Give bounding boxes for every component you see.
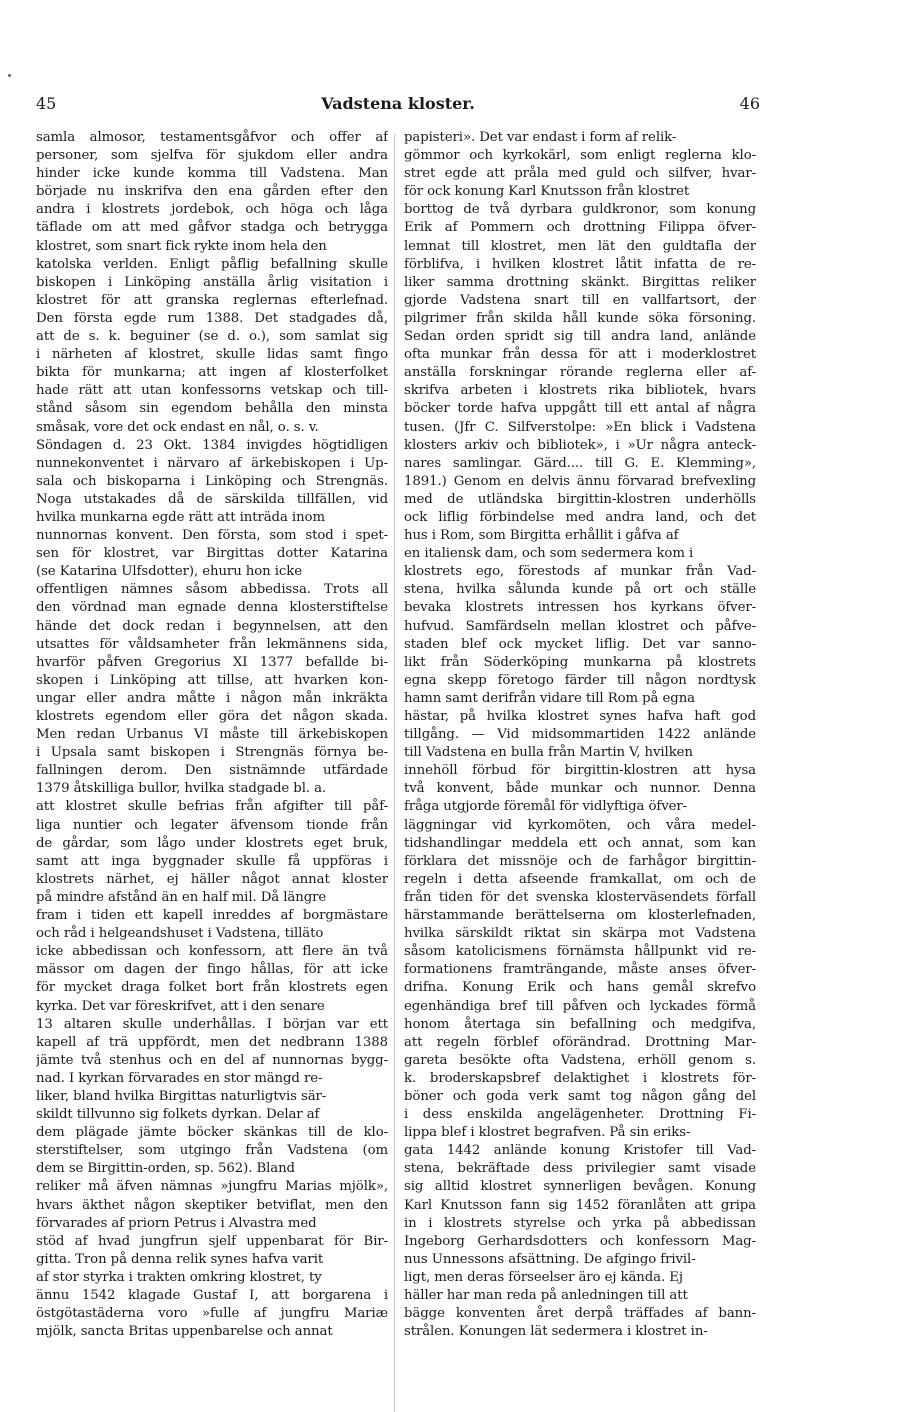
text-line: tillgång. — Vid midsommartiden 1422 anlände: [404, 727, 756, 743]
text-line: personer, som sjelfva för sjukdom eller andra: [36, 148, 388, 164]
text-line: fram i tiden ett kapell inreddes af borgmästare: [36, 908, 388, 924]
text-line: hus i Rom, som Birgitta erhållit i gåfva af: [404, 528, 679, 544]
text-line: offentligen nämnes såsom abbedissa. Trots all: [36, 582, 388, 598]
column-divider: [394, 134, 395, 1412]
text-line: i dess enskilda angelägenheter. Drottning Fi-: [404, 1107, 756, 1123]
text-line: hvilka särskildt riktat sin skärpa mot Vadstena: [404, 926, 756, 942]
text-line: jämte två stenhus och en del af nunnornas bygg-: [36, 1052, 388, 1068]
text-line: en italiensk dam, och som sedermera kom i: [404, 546, 694, 562]
text-line: samla almosor, testamentsgåfvor och offer af: [36, 130, 388, 145]
text-line: honom återtaga sin befallning och medgifva,: [404, 1016, 756, 1032]
text-line: förblifva, i hvilken klostret låtit infatta de re-: [404, 256, 756, 272]
text-line: hinder icke kunde komma till Vadstena. Man: [36, 166, 388, 182]
text-line: småsak, vore det ock endast en nål, o. s. v.: [36, 419, 319, 435]
text-line: icke abbedissan och konfessorn, att flere än två: [36, 944, 388, 960]
text-line: till Vadstena en bulla från Martin V, hvilken: [404, 745, 693, 761]
text-line: Den första egde rum 1388. Det stadgades då,: [36, 310, 388, 326]
text-line: sterstiftelser, som utgingo från Vadstena (om: [36, 1143, 388, 1159]
text-line: kapell af trä uppfördt, men det nedbrann 1388: [36, 1034, 388, 1050]
text-line: nus Unnessons afsättning. De afgingo frivil-: [404, 1251, 696, 1267]
text-line: klostrets närhet, ej häller något annat kloster: [36, 871, 388, 887]
text-line: läggningar vid kyrkomöten, och våra medel-: [404, 817, 756, 833]
text-line: klostret, som snart fick rykte inom hela den: [36, 238, 327, 254]
text-line: och råd i helgeandshuset i Vadstena, tilläto: [36, 926, 324, 942]
text-line: klostret för att granska reglernas efterlefnad.: [36, 292, 388, 308]
text-line: stena, bekräftade dess privilegier samt visade: [404, 1161, 756, 1177]
text-line: biskopen i Linköping anställa årlig visitation i: [36, 274, 388, 290]
text-line: sen för klostret, var Birgittas dotter Katarina: [36, 546, 388, 562]
text-line: anställa forskningar rörande reglerna eller af-: [404, 365, 756, 381]
text-line: hvarför påfven Gregorius XI 1377 befallde bi-: [36, 654, 388, 670]
text-line: i Upsala samt biskopen i Strengnäs förnya be-: [36, 745, 388, 761]
text-line: gata 1442 anlände konung Kristofer till Vad-: [404, 1143, 756, 1159]
text-line: borttog de två dyrbara guldkronor, som konung: [404, 202, 756, 218]
text-line: Karl Knutsson fann sig 1452 föranlåten att gripa: [404, 1197, 756, 1213]
text-line: förvarades af priorn Petrus i Alvastra med: [36, 1215, 317, 1231]
text-line: papisteri». Det var endast i form af relik-: [404, 130, 677, 145]
text-line: af stor styrka i trakten omkring klostret, ty: [36, 1269, 322, 1285]
text-line: drifna. Konung Erik och hans gemål skrefvo: [404, 980, 756, 996]
text-line: dem plägade jämte böcker skänkas till de klo-: [36, 1125, 388, 1141]
text-line: med de utländska birgittin-klostren underhölls: [404, 491, 756, 507]
text-line: i närheten af klostret, skulle lidas samt fingo: [36, 347, 388, 363]
text-line: fallningen derom. Den sistnämnde utfärdade: [36, 763, 388, 779]
text-line: nunnekonventet i närvaro af ärkebiskopen i Up-: [36, 455, 388, 471]
text-line: gareta besökte ofta Vadstena, erhöll genom s.: [404, 1052, 756, 1068]
text-line: stret egde att pråla med guld och silfver, hvar-: [404, 166, 756, 182]
text-line: nad. I kyrkan förvarades en stor mängd re-: [36, 1070, 323, 1086]
text-line: liker samma drottning skänkt. Birgittas reliker: [404, 274, 756, 290]
text-line: ligt, men deras förseelser äro ej kända. Ej: [404, 1269, 683, 1285]
text-line: staden blef ock mycket liflig. Det var sanno-: [404, 636, 756, 652]
text-line: tidshandlingar meddela ett och annat, som kan: [404, 835, 756, 851]
text-line: gitta. Tron på denna relik synes hafva varit: [36, 1251, 324, 1267]
text-line: klosters arkiv och bibliotek», i »Ur några anteck-: [404, 437, 756, 453]
text-line: lippa blef i klostret begrafven. På sin eriks-: [404, 1125, 691, 1141]
text-line: lemnat till klostret, men lät den guldtafla der: [404, 238, 756, 254]
text-line: gömmor och kyrkokärl, som enligt reglerna klo-: [404, 148, 756, 164]
text-line: (se Katarina Ulfsdotter), ehuru hon icke: [36, 564, 302, 580]
text-line: bevaka klostrets intressen hos kyrkans öfver-: [404, 600, 756, 616]
text-line: att klostret skulle befrias från afgifter till påf-: [36, 799, 388, 815]
text-line: reliker må äfven nämnas »jungfru Marias mjölk»,: [36, 1179, 388, 1195]
text-line: innehöll förbud för birgittin-klostren att hysa: [404, 763, 756, 779]
text-line: kyrka. Det var föreskrifvet, att i den senare: [36, 998, 325, 1014]
text-line: böner och goda verk samt tog någon gång del: [404, 1088, 756, 1104]
text-line: klostrets ego, förestods af munkar från Vad-: [404, 564, 756, 580]
text-line: mässor om dagen der fingo hållas, för att icke: [36, 962, 388, 978]
text-line: på mindre afstånd än en half mil. Då längre: [36, 889, 327, 905]
text-line: hade rätt att utan konfessorns vetskap och till-: [36, 383, 388, 399]
text-line: skildt tillvunno sig folkets dyrkan. Delar af: [36, 1107, 320, 1123]
text-line: sala och biskoparna i Linköping och Strengnäs.: [36, 473, 388, 489]
text-line: liker, bland hvilka Birgittas naturligtvis sär-: [36, 1088, 327, 1104]
text-line: de gårdar, som lågo under klostrets eget bruk,: [36, 835, 388, 851]
running-header: [36, 94, 760, 116]
text-line: bikta för munkarna; att ingen af klosterfolket: [36, 365, 388, 381]
text-line: för mycket draga folket bort från klostrets egen: [36, 980, 388, 996]
text-line: Sedan orden spridt sig till andra land, anlände: [404, 329, 756, 345]
text-line: andra i klostrets jordebok, och höga och låga: [36, 202, 388, 218]
text-line: från tiden för det svenska klosterväsendets förfall: [404, 889, 756, 905]
text-line: Men redan Urbanus VI måste till ärkebiskopen: [36, 727, 388, 743]
text-line: liga nuntier och legater äfvensom tionde från: [36, 817, 388, 833]
text-line: in i klostrets styrelse och yrka på abbedissan: [404, 1215, 756, 1231]
text-line: 1379 åtskilliga bullor, hvilka stadgade bl. a.: [36, 781, 327, 797]
text-line: stånd såsom sin egendom behålla den minsta: [36, 401, 388, 417]
right-page-number: 46: [739, 94, 760, 113]
text-line: klostrets egendom eller göra det någon skada.: [36, 709, 388, 724]
text-line: hamn samt derifrån vidare till Rom på egna: [404, 690, 695, 706]
text-line: pilgrimer från skilda håll kunde söka försoning.: [404, 310, 756, 326]
text-line: täflade om att med gåfvor stadga och betrygga: [36, 220, 388, 236]
text-line: likt från Söderköping munkarna på klostrets: [404, 654, 756, 670]
left-column: [36, 129, 388, 1341]
text-line: bägge konventen året derpå träffades af bann-: [404, 1306, 756, 1322]
text-line: skopen i Linköping att tillse, att hvarken kon-: [36, 672, 388, 688]
text-line: för ock konung Karl Knutsson från klostret: [404, 184, 690, 200]
scan-speck: [8, 74, 11, 77]
text-line: samt att inga byggnader skulle få uppföras i: [36, 853, 388, 869]
text-line: ofta munkar från dessa för att i moderklostret: [404, 347, 756, 363]
text-line: Ingeborg Gerhardsdotters och konfessorn Mag-: [404, 1233, 756, 1249]
text-line: häller har man reda på anledningen till att: [404, 1288, 688, 1303]
text-line: nunnornas konvent. Den första, som stod i spet-: [36, 528, 388, 544]
right-column: [404, 129, 756, 1341]
text-line: ock liflig förbindelse med andra land, och det: [404, 509, 756, 525]
text-line: stöd af hvad jungfrun sjelf uppenbarat för Bir-: [36, 1233, 388, 1249]
text-line: hvilka munkarna egde rätt att inträda inom: [36, 509, 325, 525]
text-line: östgötastäderna voro »fulle af jungfru Mariæ: [36, 1306, 388, 1322]
text-line: 13 altaren skulle underhållas. I början var ett: [36, 1016, 388, 1032]
text-line: skrifva arbeten i klostrets rika bibliotek, hvars: [404, 383, 756, 399]
left-page-number: 45: [36, 94, 57, 113]
text-line: ännu 1542 klagade Gustaf I, att borgarena i: [36, 1288, 388, 1303]
text-line: den vördnad man egnade denna klosterstiftelse: [36, 600, 388, 616]
text-line: härstammande berättelserna om klosterlefnaden,: [404, 908, 756, 924]
text-line: 1891.) Genom en delvis ännu förvarad brefvexling: [404, 473, 756, 489]
text-line: egna skepp företogo färder till någon nordtysk: [404, 672, 756, 688]
text-line: tusen. (Jfr C. Silfverstolpe: »En blick i Vadstena: [404, 419, 756, 435]
page-title: Vadstena kloster.: [321, 94, 475, 113]
text-line: mjölk, sancta Britas uppenbarelse och annat: [36, 1324, 333, 1340]
text-line: strålen. Konungen lät sedermera i klostret in-: [404, 1324, 708, 1340]
text-line: såsom katolicismens förnämsta hållpunkt vid re-: [404, 944, 756, 960]
text-line: fråga utgjorde föremål för vidlyftiga öfver-: [404, 799, 688, 815]
text-line: hvars äkthet någon skeptiker betviflat, men den: [36, 1197, 388, 1213]
text-line: förklara det missnöje och de farhågor birgittin-: [404, 853, 756, 869]
text-line: hästar, på hvilka klostret synes hafva haft god: [404, 709, 756, 724]
text-line: stena, hvilka sålunda kunde på ort och ställe: [404, 582, 756, 598]
text-line: gjorde Vadstena snart till en vallfartsort, der: [404, 292, 756, 308]
text-line: Noga utstakades då de särskilda tillfällen, vid: [36, 491, 388, 507]
text-line: hufvud. Samfärdseln mellan klostret och påfve-: [404, 618, 756, 634]
text-line: att de s. k. beguiner (se d. o.), som samlat sig: [36, 329, 388, 345]
text-line: k. broderskapsbref delaktighet i klostrets för-: [404, 1070, 756, 1086]
text-line: sig alltid klostret synnerligen bevågen. Konung: [404, 1179, 756, 1195]
text-line: formationens framträngande, måste anses öfver-: [404, 962, 756, 978]
text-line: Erik af Pommern och drottning Filippa öfver-: [404, 220, 756, 236]
text-line: att regeln förblef oförändrad. Drottning Mar-: [404, 1034, 756, 1050]
text-line: nares samlingar. Gärd.... till G. E. Klemming»,: [404, 455, 756, 471]
text-line: böcker torde hafva uppgått till ett antal af några: [404, 401, 756, 417]
text-line: regeln i detta afseende framkallat, om och de: [404, 871, 756, 887]
text-line: egenhändiga bref till påfven och lyckades förmå: [404, 998, 756, 1014]
text-line: hände det dock redan i begynnelsen, att den: [36, 618, 388, 634]
text-line: ungar eller andra måtte i någon mån inkräkta: [36, 690, 388, 706]
text-line: började nu inskrifva den ena gården efter den: [36, 184, 388, 200]
text-line: Söndagen d. 23 Okt. 1384 invigdes högtidligen: [36, 437, 388, 453]
text-line: dem se Birgittin-orden, sp. 562). Bland: [36, 1161, 295, 1177]
text-line: katolska verlden. Enligt påflig befallning skulle: [36, 256, 388, 272]
text-line: två konvent, både munkar och nunnor. Denna: [404, 781, 756, 797]
text-line: utsattes för våldsamheter från lekmännens sida,: [36, 636, 388, 652]
